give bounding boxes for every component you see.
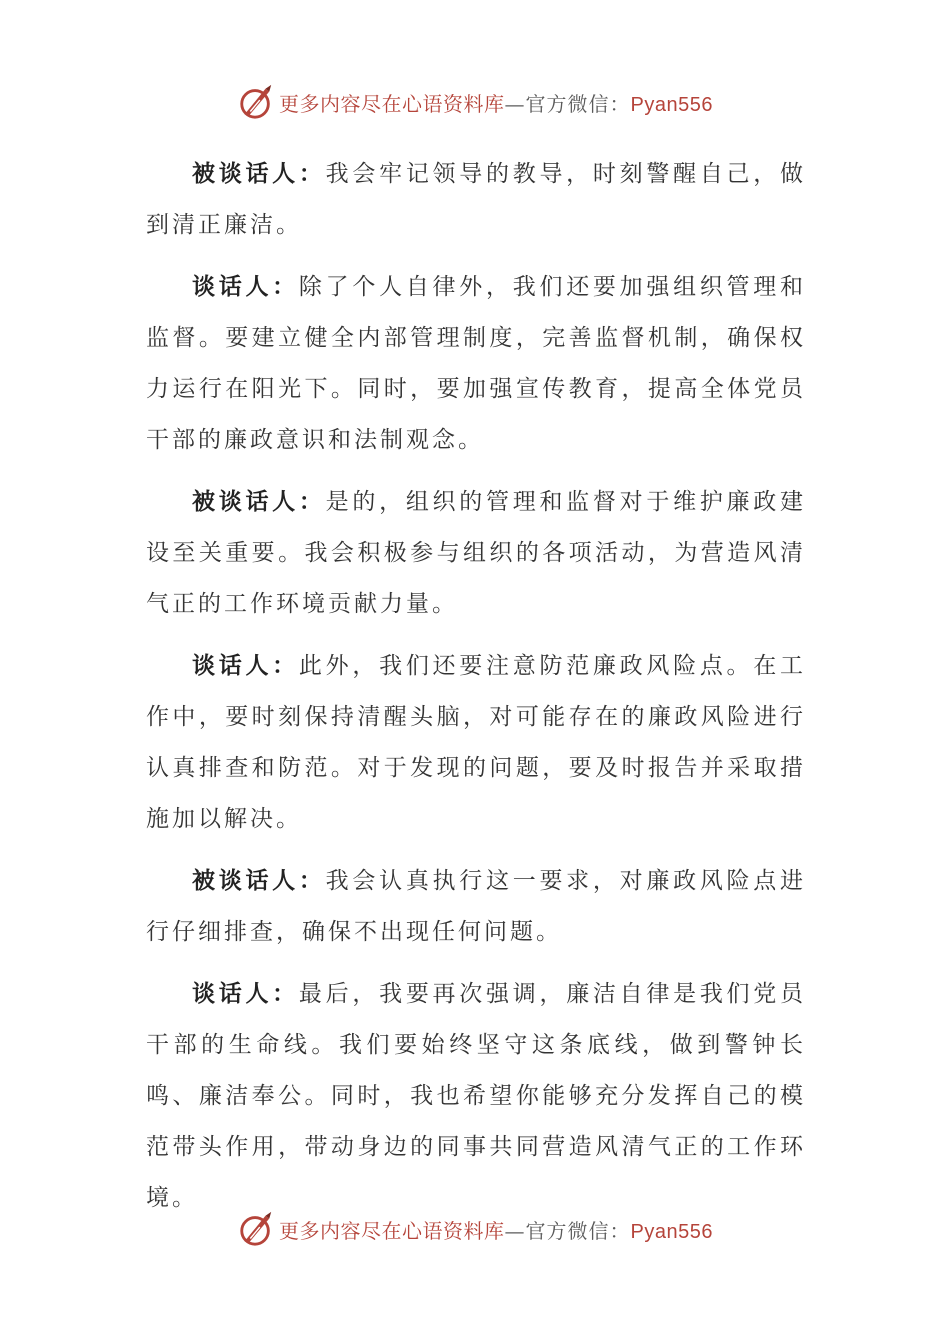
document-body — [146, 148, 806, 1234]
quill-pen-logo-icon — [237, 83, 275, 121]
footer-banner — [0, 1207, 950, 1251]
speaker-label: 谈话人： — [192, 652, 299, 679]
quill-pen-logo-icon — [237, 1210, 275, 1248]
dialogue-text: 除了个人自律外，我们还要加强组织管理和监督。要建立健全内部管理制度，完善监督机制，确保权力运行在阳光下。同时，要加强宣传教育，提高全体党员干部的廉政意识和法制观念。 — [146, 274, 807, 453]
banner-site-text: 更多内容尽在心语资料库 — [279, 1218, 505, 1243]
banner-wechat-label: 官方微信： — [525, 91, 631, 116]
dialogue-text: 我会认真执行这一要求，对廉政风险点进行仔细排查，确保不出现任何问题。 — [146, 868, 807, 945]
banner-dash: — — [504, 91, 526, 116]
dialogue-paragraph — [146, 476, 806, 630]
dialogue-text: 最后，我要再次强调，廉洁自律是我们党员干部的生命线。我们要始终坚守这条底线，做到警钟长鸣、廉洁奉公。同时，我也希望你能够充分发挥自己的模范带头作用，带动身边的同事共同营造风清气正的工作环境。 — [146, 981, 807, 1211]
dialogue-text: 我会牢记领导的教导，时刻警醒自己，做到清正廉洁。 — [146, 161, 807, 238]
banner-site-text: 更多内容尽在心语资料库 — [279, 91, 505, 116]
dialogue-text: 此外，我们还要注意防范廉政风险点。在工作中，要时刻保持清醒头脑，对可能存在的廉政风险进行认真排查和防范。对于发现的问题，要及时报告并采取措施加以解决。 — [146, 653, 807, 832]
footer-banner-text — [279, 1215, 713, 1244]
banner-dash: — — [504, 1218, 526, 1243]
dialogue-text: 是的，组织的管理和监督对于维护廉政建设至关重要。我会积极参与组织的各项活动，为营造风清气正的工作环境贡献力量。 — [146, 489, 807, 617]
dialogue-paragraph — [146, 148, 806, 251]
banner-wechat-label: 官方微信： — [525, 1218, 631, 1243]
banner-wechat-id: Pyan556 — [630, 93, 713, 116]
dialogue-paragraph — [146, 968, 806, 1224]
dialogue-paragraph — [146, 261, 806, 466]
banner-wechat-id: Pyan556 — [630, 1220, 713, 1243]
dialogue-paragraph — [146, 855, 806, 958]
speaker-label: 被谈话人： — [192, 160, 326, 187]
header-banner — [0, 80, 950, 124]
header-banner-text — [279, 88, 713, 117]
speaker-label: 谈话人： — [192, 273, 299, 300]
speaker-label: 被谈话人： — [192, 867, 326, 894]
dialogue-paragraph — [146, 640, 806, 845]
speaker-label: 谈话人： — [192, 980, 299, 1007]
speaker-label: 被谈话人： — [192, 488, 326, 515]
